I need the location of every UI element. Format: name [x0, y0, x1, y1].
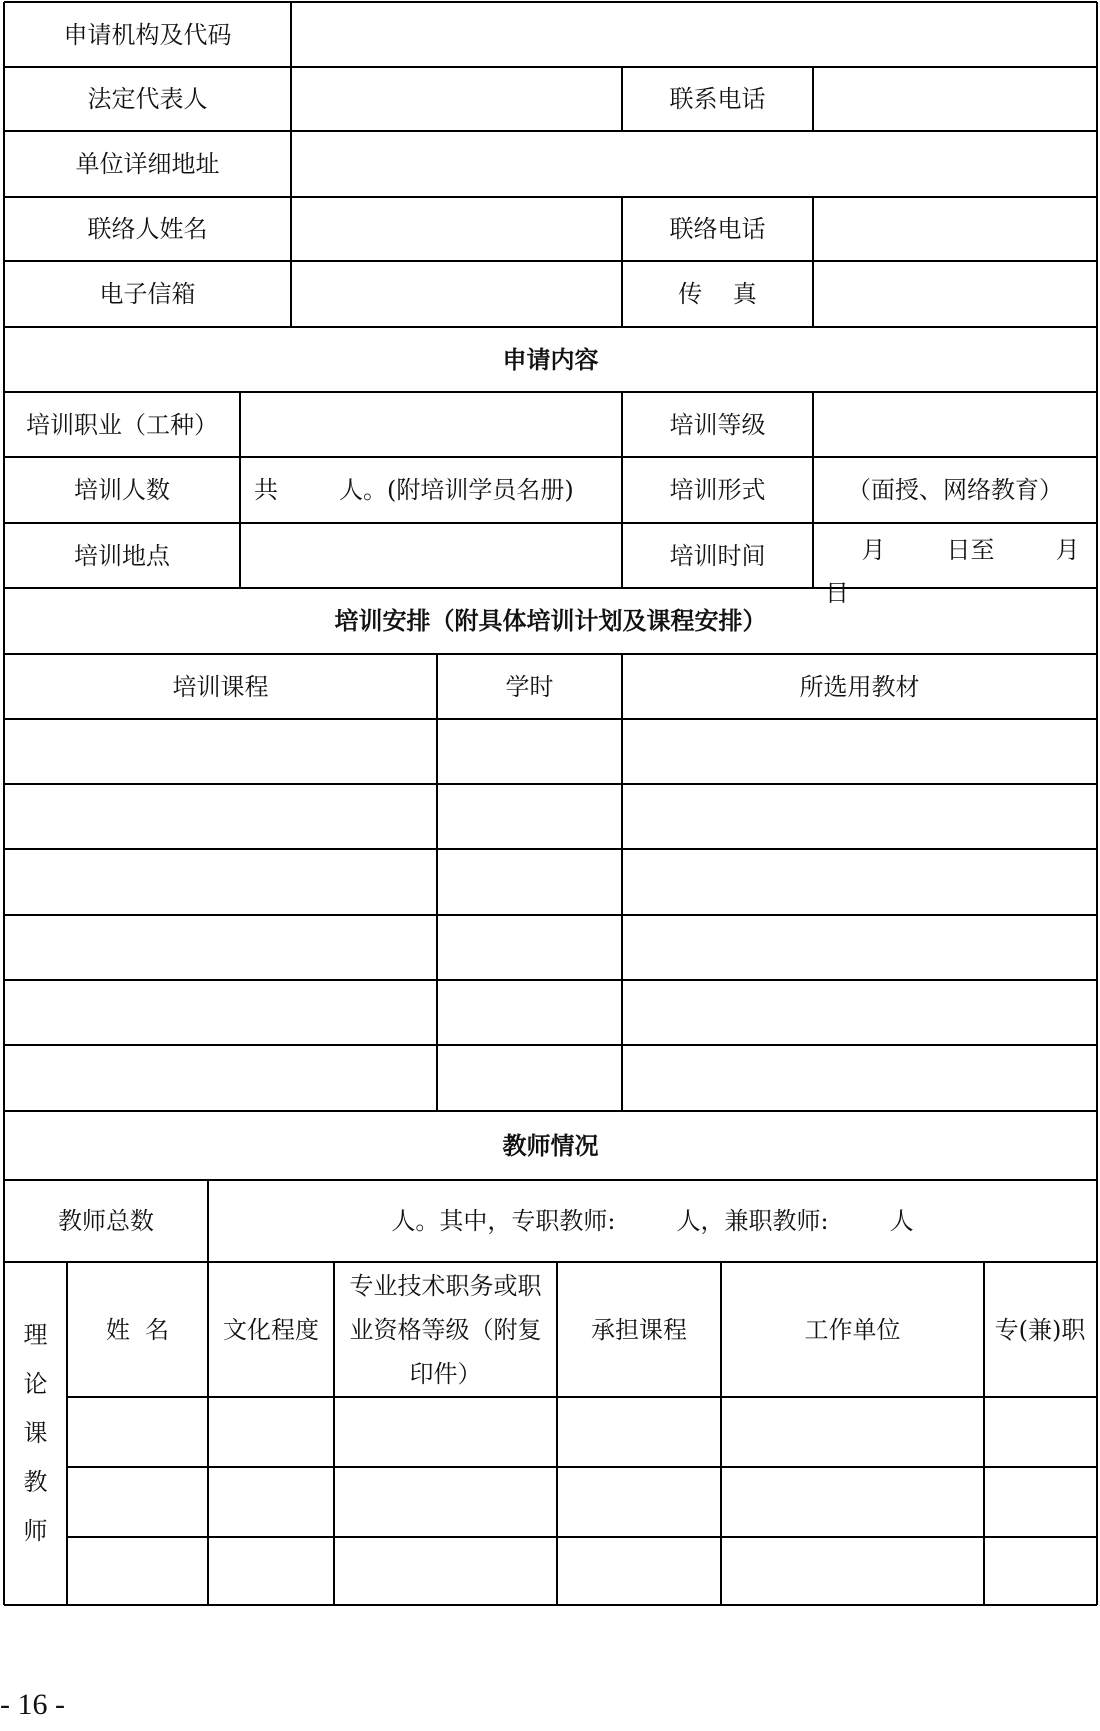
email-label: 电子信箱: [99, 280, 196, 308]
training-form-field[interactable]: （面授、网络教育）: [847, 476, 1063, 504]
theory-teacher-label-text: 理论课教师: [23, 1321, 48, 1545]
occupation-label: 培训职业（工种）: [26, 410, 218, 439]
email-field[interactable]: [291, 261, 622, 327]
table-row[interactable]: [4, 849, 437, 915]
legal-rep-label: 法定代表人: [87, 85, 208, 113]
table-row[interactable]: [67, 1467, 1097, 1537]
name-col-header: 姓 名: [105, 1315, 170, 1344]
textbook-col-header: 所选用教材: [799, 672, 920, 701]
time-field[interactable]: [813, 523, 1097, 607]
theory-teacher-label: [4, 1262, 67, 1605]
table-row[interactable]: [4, 719, 437, 784]
fulltime-col-header: 专(兼)职: [994, 1315, 1086, 1344]
legal-rep-field[interactable]: [291, 67, 622, 131]
level-field[interactable]: [813, 392, 1097, 457]
occupation-field[interactable]: [240, 392, 622, 457]
contact-phone-field[interactable]: [813, 197, 1097, 261]
hours-col-header: 学时: [505, 672, 554, 701]
table-row[interactable]: [67, 1537, 1097, 1605]
course-rows: [4, 719, 1097, 1111]
applicant-org-field[interactable]: [291, 2, 1097, 67]
education-col-header: 文化程度: [223, 1315, 319, 1344]
table-row[interactable]: [4, 784, 437, 849]
time-field-line2: 日: [825, 579, 849, 607]
course-col-header: 培训课程: [172, 672, 269, 701]
location-label: 培训地点: [74, 541, 170, 570]
applicant-org-label: 申请机构及代码: [63, 20, 232, 49]
contact-name-label: 联络人姓名: [87, 215, 208, 243]
page-number: - 16 -: [0, 1688, 65, 1721]
table-row[interactable]: [4, 1045, 437, 1111]
teacher-header: 教师情况: [502, 1130, 599, 1160]
teacher-total-field[interactable]: 人。其中，专职教师: 人，兼职教师: 人: [391, 1207, 914, 1235]
contact-phone-label: 联络电话: [669, 215, 766, 243]
teacher-total-label: 教师总数: [58, 1207, 154, 1235]
level-label: 培训等级: [669, 410, 766, 439]
fax-field[interactable]: [813, 261, 1097, 327]
location-field[interactable]: [240, 523, 622, 588]
trainee-count-label: 培训人数: [74, 476, 170, 504]
courses-col-header: 承担课程: [591, 1315, 687, 1344]
time-label: 培训时间: [669, 541, 766, 570]
arrangement-header: 培训安排（附具体培训计划及课程安排）: [334, 606, 767, 635]
trainee-count-field[interactable]: 共 人。(附培训学员名册): [254, 476, 574, 504]
title-col-header: 专业技术职务或职业资格等级（附复印件）: [349, 1271, 542, 1388]
training-form-label: 培训形式: [669, 476, 766, 504]
application-content-header: 申请内容: [502, 344, 599, 374]
table-row[interactable]: [4, 915, 437, 980]
address-label: 单位详细地址: [75, 150, 220, 178]
phone-label: 联系电话: [669, 85, 766, 113]
table-row[interactable]: [4, 980, 437, 1045]
employer-col-header: 工作单位: [804, 1315, 901, 1344]
address-field[interactable]: [291, 131, 1097, 197]
table-row[interactable]: [67, 1397, 1097, 1467]
contact-name-field[interactable]: [291, 197, 622, 261]
fax-label: 传 真: [678, 280, 757, 308]
time-field-line1: 月 日至 月: [831, 536, 1080, 564]
phone-field[interactable]: [813, 67, 1097, 131]
